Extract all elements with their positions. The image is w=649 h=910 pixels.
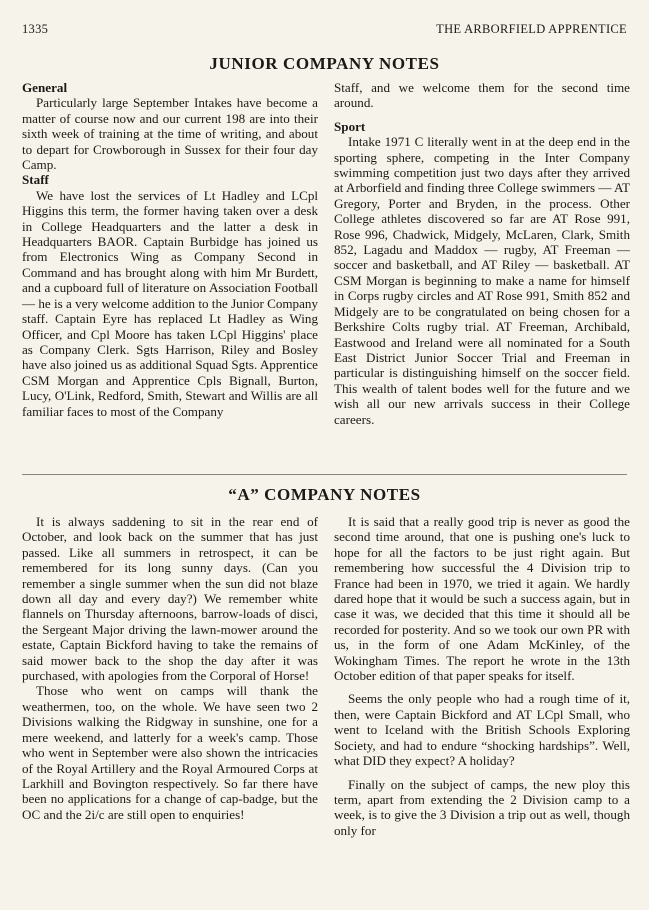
general-paragraph: Particularly large September Intakes have become a matter of course now and our current 198 are into their sixth week of training at the time of writing, and about to depart for Crowborough in Sussex for their four day Camp. [22,95,318,173]
section-divider [22,474,627,475]
junior-company-heading: JUNIOR COMPANY NOTES [209,54,440,73]
junior-right-column [334,80,630,427]
page-number: 1335 [22,22,49,36]
a-company-right-column [334,514,630,838]
staff-paragraph: We have lost the services of Lt Hadley and LCpl Higgins this term, the former having taken over a desk in College Headquarters and the latter a desk in Headquarters BAOR. Captain Burbidge has joined us from Electronics Wing as Company Second in Command and has brought along with him Mr Burdett, and a cupboard full of literature on Association Football — he is a very welcome addition to the Junior Company staff. Captain Eyre has replaced Lt Hadley as Wing Officer, and Cpl Moore has taken LCpl Higgins' place as Company Clerk. Sgts Harrison, Riley and Bosley have also joined us as additional Squad Sgts. Apprentice CSM Morgan and Apprentice Cpls Bignall, Burton, Lucy, O'Link, Redford, Smith, Stewart and Willis are all familiar faces to most of the Company [22,187,319,419]
sport-paragraph: Intake 1971 C literally went in at the deep end in the sporting sphere, competing in the Inter Company swimming competition just two days after they arrived at Arborfield and finding three College swimmers — AT Gregory, Porter and Bryden, in the process. Other College athletes discovered so far are AT Rose 991, Rose 996, Chadwick, Midgely, McLaren, Clark, Smith 852, Lagadu and Maddox — rugby, AT Freeman — soccer and basketball, and AT Riley — basketball. AT CSM Morgan is beginning to make a name for himself in Corps rugby circles and AT Rose 991, Smith 852 and Midgely are to be congratulated on being chosen for a Berkshire Colts rugby trial. AT Freeman, Archibald, Eastwood and Ireland were all nominated for a South East District Junior Soccer Trial and Freeman in particular is distinguishing himself on the soccer field. This wealth of talent bodes well for the future and we wish all our new arrivals success in their College careers. [334,134,631,427]
junior-left-column [22,80,318,419]
a-company-paragraph-5: Finally on the subject of camps, the new ploy this term, apart from extending the 2 Division camp to a week, is to give the 3 Division a trip out as well, though only for [334,776,630,838]
staff-paragraph-continued: Staff, and we welcome them for the second time around. [334,80,630,111]
a-company-paragraph-3: It is said that a really good trip is never as good the second time around, that one is pushing one's luck to hope for all the factors to be just right again. But remembering how successful the 4 Division trip to France had been in 1970, we tried it again. We hardly dared hope that it would be such a success again, but in case it was, we decided that this time it should all be recorded for posterity. And so we took our own PR with us, in the form of one Adam McKinley, of the Wokingham Times. The report he wrote in the 13th October edition of that paper speaks for itself. [334,514,630,684]
a-company-paragraph-1: It is always saddening to sit in the rear end of October, and look back on the summer that has just passed. Like all summers in retrospect, it can be remembered for its long sunny days. (Can you remember a single summer when the sun did not blaze down all day and every day?) We remember white flannels on Thursday afternoons, barrow-loads of disci, the Sergeant Major driving the lawn-mower around the estate, Captain Bickford having to take the remains of said mower back to the shop the day after it was purchased, with apologies from the Corporal of Horse! [22,514,318,684]
general-heading: General [22,80,68,95]
a-company-left-column [22,514,318,822]
running-header [22,22,627,38]
staff-heading: Staff [22,172,49,188]
a-company-heading: “A” COMPANY NOTES [228,485,421,504]
sport-heading: Sport [334,118,366,134]
a-company-paragraph-4: Seems the only people who had a rough time of it, then, were Captain Bickford and AT LCpl Small, who went to Iceland with the British Schools Exploring Society, and had to endure “shocking hardships”. Well, what DID they expect? A holiday? [334,691,630,769]
a-company-paragraph-2: Those who went on camps will thank the weathermen, too, on the whole. We have seen two 2 Divisions walking the Ridgway in sunshine, one for a mere weekend, and latterly for a week's camp. Those who went in September were also shown the intricacies of the Royal Artillery and the Royal Armoured Corps at Larkhill and Bovington respectively. So far there have been no applications for a change of cap-badge, but the OC and the 2i/c are still open to enquiries! [22,683,318,822]
publication-title: THE ARBORFIELD APPRENTICE [436,22,627,36]
